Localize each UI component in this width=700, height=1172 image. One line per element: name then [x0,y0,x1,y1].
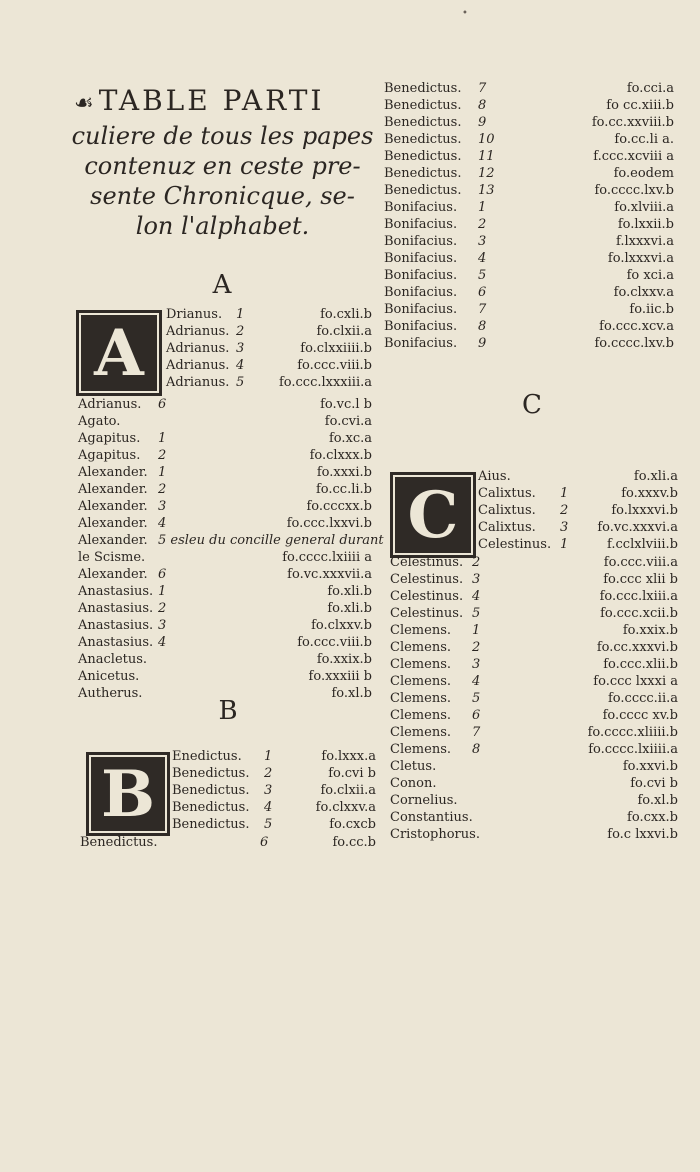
pope-name: Adrianus. [166,341,230,356]
folio-reference: fo.cxcb [329,817,376,832]
table-row [78,481,372,498]
title-line-2: culiere de tous les papes [71,122,374,150]
folio-reference: fo.ccc xlii b [603,572,678,587]
section-b-drop-entries [172,748,376,833]
section-heading-c: C [522,390,542,420]
pope-name: Bonifacius. [384,302,458,317]
table-row [78,396,372,413]
folio-reference: fo.cccxx.b [306,499,372,514]
pope-name: Benedictus. [384,115,462,130]
pope-number: 4 [264,800,273,815]
pope-number: 1 [158,431,167,446]
folio-reference: fo.clxxv.a [315,800,376,815]
pope-number: 3 [264,783,273,798]
section-heading-a: A [212,270,232,300]
table-row [384,165,674,182]
pope-name: Clemens. [390,640,451,655]
pope-number: 8 [472,742,481,757]
folio-reference: fo.ccc lxxxi a [593,674,678,689]
pope-name: le Scisme. [78,550,146,565]
pope-name: Bonifacius. [384,251,458,266]
folio-reference: fo.xc.a [328,431,372,446]
pope-number: 12 [478,166,495,181]
drop-cap-b [86,752,170,836]
folio-reference: fo.xlviii.a [614,200,674,215]
table-row [166,340,372,357]
table-row [384,80,674,97]
pope-number: 2 [158,601,167,616]
folio-reference: fo.xxvi.b [622,759,678,774]
pope-number: 1 [158,584,167,599]
folio-reference: fo.ccc.xcv.a [599,319,674,334]
folio-reference: fo.cxx.b [627,810,678,825]
pope-name: Adrianus. [166,324,230,339]
folio-reference: fo.ccc.lxiii.a [599,589,678,604]
table-row [384,250,674,267]
pope-number: 1 [478,200,487,215]
table-row [390,741,678,758]
pope-name: Agato. [78,414,121,429]
table-row [384,301,674,318]
pope-number: 2 [560,503,569,518]
pope-name: Cristophorus. [390,827,480,842]
top-dot: • [462,8,468,19]
pope-number: 4 [158,516,167,531]
pope-name: Celestinus. [390,589,464,604]
pope-name: Anastasius. [78,635,154,650]
folio-reference: fo.iic.b [629,302,674,317]
folio-reference: fo.cccc.lxiiii a [282,550,372,565]
pope-number: 4 [472,589,481,604]
table-row [78,583,372,600]
folio-reference: fo.xl.b [331,686,372,701]
table-row [172,748,376,765]
folio-reference: fo.cc.b [332,835,376,850]
table-row [390,690,678,707]
pope-name: Clemens. [390,725,451,740]
table-row [172,782,376,799]
table-row [78,532,384,549]
title-line-4: sente Chronicque, se- [90,182,355,210]
table-row [78,617,372,634]
folio-reference: fo.ccc.xlii.b [603,657,678,672]
table-row [78,549,372,566]
pope-number: 7 [472,725,481,740]
folio-reference: fo.cccc.lxv.b [594,183,674,198]
pope-name: Celestinus. [390,606,464,621]
folio-reference: fo.cvi b [630,776,678,791]
table-row [166,374,372,391]
table-row [478,485,678,502]
drop-cap-letter: B [100,756,156,832]
pope-number: 3 [472,657,481,672]
folio-reference: fo.xxix.b [622,623,678,638]
table-row [384,216,674,233]
table-row [390,639,678,656]
pope-name: Benedictus. [172,800,250,815]
pope-name: Clemens. [390,674,451,689]
pope-name: Alexander. [78,465,148,480]
pope-name: Benedictus. [384,183,462,198]
table-row [478,502,678,519]
pope-number: 10 [478,132,495,147]
pope-name: Benedictus. [384,98,462,113]
pope-name: Bonifacius. [384,217,458,232]
section-c-entries [390,554,678,843]
folio-reference: fo.cci.a [626,81,674,96]
pope-name: Benedictus. [80,835,158,850]
table-row [78,651,372,668]
folio-reference: fo.clxxv.b [311,618,372,633]
pope-number: 1 [158,465,167,480]
folio-reference: fo.lxxii.b [617,217,674,232]
pope-number: 13 [478,183,495,198]
pope-number: 9 [478,115,487,130]
table-row [78,566,372,583]
pope-number: 6 [158,397,167,412]
pope-name: Cletus. [390,759,437,774]
folio-reference: fo.ccc.viii.b [297,358,372,373]
folio-reference: fo.ccc.xcii.b [600,606,678,621]
pope-name: Benedictus. [172,783,250,798]
pope-name: Alexander. [78,567,148,582]
pope-number: 1 [560,537,569,552]
pope-name: Constantius. [390,810,473,825]
table-row [384,199,674,216]
table-row [390,605,678,622]
pope-name: Cornelius. [390,793,458,808]
table-row [384,114,674,131]
table-row [390,792,678,809]
pope-name: Clemens. [390,691,451,706]
pope-name: Benedictus. [172,817,250,832]
folio-reference: fo.clxii.a [320,783,376,798]
folio-reference: f.ccc.xcviii a [593,149,674,164]
section-a-drop-entries [166,306,372,391]
title-line-3: contenuz en ceste pre- [84,152,361,180]
pope-name: Clemens. [390,623,451,638]
pope-name: Anacletus. [78,652,148,667]
pope-number: 2 [472,555,481,570]
pope-name: Bonifacius. [384,336,458,351]
pope-name: Autherus. [78,686,143,701]
pope-name: Bonifacius. [384,285,458,300]
table-title [70,84,375,241]
section-a-entries [78,396,384,702]
folio-reference: fo.lxxxvi.b [611,503,678,518]
drop-cap-a [76,310,162,396]
table-row [384,131,674,148]
folio-reference: fo.xxxi.b [316,465,372,480]
folio-reference: fo.xli.a [633,469,678,484]
pope-number: 5 [264,817,273,832]
pope-name: Adrianus. [166,375,230,390]
pope-name: Alexander. [78,482,148,497]
folio-reference: fo.xxix.b [316,652,372,667]
title-line-1: TABLE PARTI [98,84,325,117]
table-row [478,536,678,553]
table-row [390,775,678,792]
folio-reference: fo.cc.li.b [315,482,372,497]
folio-reference: fo.vc.xxxvii.a [287,567,372,582]
folio-reference: f.lxxxvi.a [615,234,674,249]
pope-name: Adrianus. [166,358,230,373]
pope-number: 6 [260,835,269,850]
pope-number: 6 [472,708,481,723]
folio-reference: fo.clxxx.b [309,448,372,463]
pope-number: 5 [478,268,487,283]
table-row [390,656,678,673]
pope-name: Enedictus. [172,749,242,764]
section-heading-b: B [218,696,238,726]
table-row [384,267,674,284]
table-row [390,707,678,724]
table-row [78,668,372,685]
title-line-5: lon l'alphabet. [135,212,310,240]
table-row [384,233,674,250]
pope-number: 7 [478,81,487,96]
table-row [478,519,678,536]
pope-name: Celestinus. [390,572,464,587]
folio-reference: fo.cccc xv.b [602,708,678,723]
pope-name: Agapitus. [78,448,141,463]
pope-number: 1 [472,623,481,638]
folio-reference: fo.xli.b [327,601,372,616]
table-row [384,148,674,165]
pope-number: 8 [478,98,487,113]
pope-number: 5 [472,606,481,621]
folio-reference: fo.xxxiii b [308,669,372,684]
table-row [172,816,376,833]
pope-name: Anicetus. [78,669,140,684]
folio-reference: fo.cc.xxxvi.b [596,640,678,655]
table-row [78,464,372,481]
pope-number: 5 [236,375,245,390]
pope-name: Bonifacius. [384,200,458,215]
folio-reference: fo.cccc.xliiii.b [587,725,678,740]
folio-reference: fo.xli.b [327,584,372,599]
table-row [384,182,674,199]
folio-reference: fo.c lxxvi.b [607,827,678,842]
pope-name: Benedictus. [384,81,462,96]
table-row [390,826,678,843]
table-row [390,622,678,639]
pope-name: Anastasius. [78,601,154,616]
pope-name: Bonifacius. [384,268,458,283]
folio-reference: fo.lxxxvi.a [607,251,674,266]
pope-name: Bonifacius. [384,234,458,249]
table-row [78,600,372,617]
drop-cap-letter: A [94,315,144,391]
pope-number: 1 [264,749,273,764]
folio-reference: fo.xxxv.b [621,486,678,501]
pope-number: 3 [158,499,167,514]
folio-reference: fo.clxxiiii.b [300,341,372,356]
pope-number: 3 [472,572,481,587]
pope-number: 6 [478,285,487,300]
folio-reference: fo.cccc.ii.a [608,691,678,706]
section-b-entries [80,834,376,851]
pope-name: Clemens. [390,657,451,672]
table-row [78,634,372,651]
pope-name: Alexander. [78,499,148,514]
table-row [78,430,372,447]
pope-number: 2 [472,640,481,655]
pope-name: Celestinus. [390,555,464,570]
pope-number: 4 [472,674,481,689]
pope-number: 3 [478,234,487,249]
pope-name: Anastasius. [78,618,154,633]
drop-cap-letter: C [407,477,459,553]
pope-name: Aius. [478,469,511,484]
pope-number: 3 [158,618,167,633]
table-row [166,323,372,340]
folio-reference: fo.eodem [613,166,674,181]
pope-number: 1 [236,307,245,322]
folio-reference: f.cclxlviii.b [607,537,678,552]
table-row [384,335,674,352]
pope-number: 7 [478,302,487,317]
folio-reference: fo.cc.li a. [614,132,674,147]
pope-number: 4 [236,358,245,373]
table-row [384,284,674,301]
table-row [78,447,372,464]
pope-number: 4 [478,251,487,266]
folio-reference: fo.cc.xxviii.b [591,115,674,130]
pope-name: Celestinus. [478,537,552,552]
folio-reference: fo.cccc.lxv.b [594,336,674,351]
pope-number: 4 [158,635,167,650]
table-row [478,468,678,485]
pope-number: 5 esleu du concille general durant [158,533,384,548]
table-row [172,799,376,816]
pope-name: Clemens. [390,708,451,723]
pope-name: Alexander. [78,516,148,531]
pope-name: Agapitus. [78,431,141,446]
pope-number: 11 [478,149,495,164]
pope-number: 1 [560,486,569,501]
folio-reference: fo.vc.xxxvi.a [597,520,678,535]
folio-reference: fo.cxli.b [320,307,372,322]
pope-number: 8 [478,319,487,334]
folio-reference: fo.cccc.lxiiii.a [588,742,678,757]
table-row [78,515,372,532]
pope-name: Clemens. [390,742,451,757]
table-row [390,809,678,826]
table-row [390,588,678,605]
pope-number: 3 [560,520,569,535]
folio-reference: fo.ccc.lxxvi.b [286,516,372,531]
folio-reference: fo.cvi.a [324,414,372,429]
pope-name: Bonifacius. [384,319,458,334]
table-row [390,724,678,741]
table-row [166,306,372,323]
table-row [78,413,372,430]
pope-number: 2 [158,448,167,463]
folio-reference: fo.lxxx.a [321,749,376,764]
pope-number: 2 [264,766,273,781]
pope-number: 3 [236,341,245,356]
folio-reference: fo.xl.b [637,793,678,808]
pope-name: Calixtus. [478,520,536,535]
folio-reference: fo.ccc.lxxxiii.a [278,375,372,390]
table-row [80,834,376,851]
pope-name: Benedictus. [384,132,462,147]
folio-reference: fo.ccc.viii.a [603,555,678,570]
drop-cap-c [390,472,476,558]
pope-name: Drianus. [166,307,223,322]
pope-name: Alexander. [78,533,148,548]
table-row [390,571,678,588]
folio-reference: fo xci.a [626,268,674,283]
folio-reference: fo.cvi b [328,766,376,781]
folio-reference: fo cc.xiii.b [606,98,674,113]
table-row [384,97,674,114]
table-row [78,498,372,515]
folio-reference: fo.vc.l b [320,397,372,412]
pope-number: 2 [478,217,487,232]
table-row [390,758,678,775]
pope-name: Benedictus. [384,149,462,164]
pope-number: 9 [478,336,487,351]
folio-reference: fo.clxxv.a [613,285,674,300]
fleuron-icon: ☙ [74,91,97,116]
pope-name: Adrianus. [78,397,142,412]
table-row [172,765,376,782]
pope-name: Calixtus. [478,503,536,518]
table-row [384,318,674,335]
section-c-drop-entries [478,468,678,553]
pope-name: Conon. [390,776,437,791]
folio-reference: fo.ccc.viii.b [297,635,372,650]
pope-name: Anastasius. [78,584,154,599]
section-b-continued-entries [384,80,674,352]
table-row [390,673,678,690]
folio-reference: fo.clxii.a [316,324,372,339]
pope-number: 6 [158,567,167,582]
pope-number: 2 [236,324,245,339]
pope-name: Benedictus. [384,166,462,181]
pope-name: Benedictus. [172,766,250,781]
pope-name: Calixtus. [478,486,536,501]
pope-number: 5 [472,691,481,706]
table-row [390,554,678,571]
pope-number: 2 [158,482,167,497]
table-row [166,357,372,374]
